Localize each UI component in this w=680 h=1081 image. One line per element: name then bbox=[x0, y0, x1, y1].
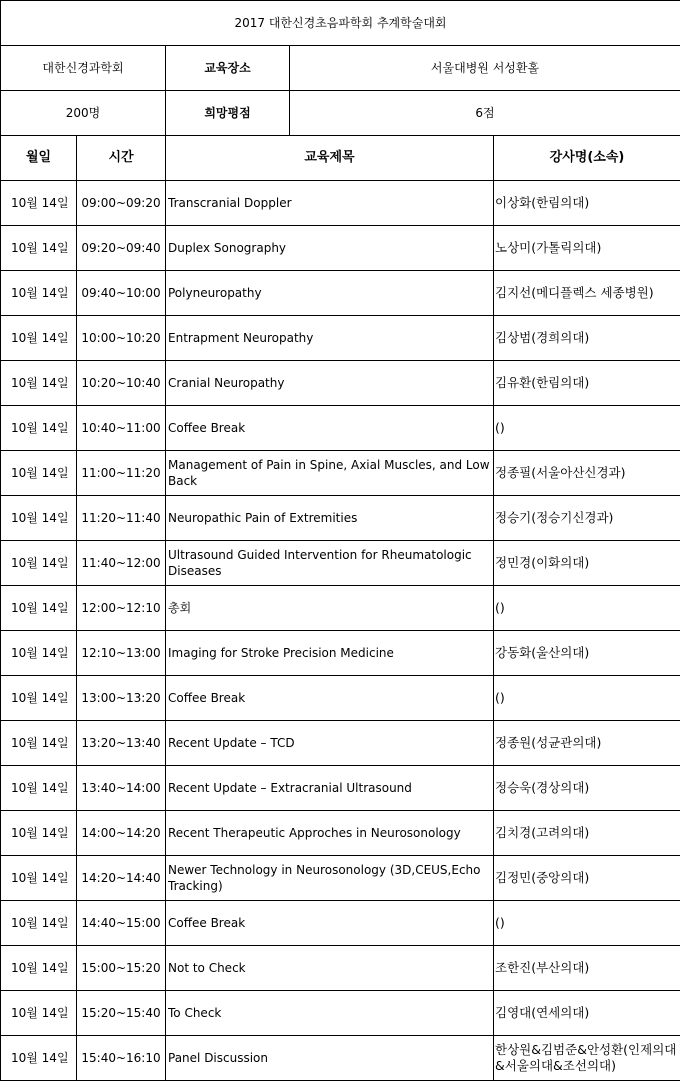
info-row-venue bbox=[1, 46, 680, 91]
credit-label: 희망평점 bbox=[166, 91, 290, 136]
row-speaker: 정승욱(경상의대) bbox=[494, 766, 680, 811]
row-time: 14:20~14:40 bbox=[77, 856, 166, 901]
row-time: 14:40~15:00 bbox=[77, 901, 166, 946]
row-speaker: 김지선(메디플렉스 세종병원) bbox=[494, 271, 680, 316]
row-time: 15:20~15:40 bbox=[77, 991, 166, 1036]
row-time: 10:40~11:00 bbox=[77, 406, 166, 451]
row-date: 10월 14일 bbox=[1, 676, 77, 721]
row-date: 10월 14일 bbox=[1, 316, 77, 361]
row-date: 10월 14일 bbox=[1, 361, 77, 406]
row-time: 14:00~14:20 bbox=[77, 811, 166, 856]
row-date: 10월 14일 bbox=[1, 586, 77, 631]
row-subject: Neuropathic Pain of Extremities bbox=[166, 496, 494, 541]
row-speaker: () bbox=[494, 586, 680, 631]
row-time: 13:00~13:20 bbox=[77, 676, 166, 721]
table-row bbox=[1, 541, 680, 586]
table-row bbox=[1, 586, 680, 631]
table-row bbox=[1, 181, 680, 226]
table-row bbox=[1, 1036, 680, 1081]
row-time: 11:40~12:00 bbox=[77, 541, 166, 586]
title-row bbox=[1, 1, 680, 46]
row-time: 12:00~12:10 bbox=[77, 586, 166, 631]
row-date: 10월 14일 bbox=[1, 811, 77, 856]
row-speaker: 강동화(울산의대) bbox=[494, 631, 680, 676]
row-time: 09:00~09:20 bbox=[77, 181, 166, 226]
row-subject: Recent Update – TCD bbox=[166, 721, 494, 766]
row-speaker: () bbox=[494, 406, 680, 451]
table-row bbox=[1, 631, 680, 676]
header-speaker: 강사명(소속) bbox=[494, 136, 680, 181]
row-subject: Imaging for Stroke Precision Medicine bbox=[166, 631, 494, 676]
row-subject: 총회 bbox=[166, 586, 494, 631]
page-title: 2017 대한신경초음파학회 추계학술대회 bbox=[1, 1, 680, 46]
organizer-value: 대한신경과학회 bbox=[1, 46, 166, 91]
row-subject: Not to Check bbox=[166, 946, 494, 991]
row-speaker: 김정민(중앙의대) bbox=[494, 856, 680, 901]
row-date: 10월 14일 bbox=[1, 406, 77, 451]
row-subject: Recent Update – Extracranial Ultrasound bbox=[166, 766, 494, 811]
row-subject: Recent Therapeutic Approches in Neurosonology bbox=[166, 811, 494, 856]
row-date: 10월 14일 bbox=[1, 766, 77, 811]
row-time: 13:40~14:00 bbox=[77, 766, 166, 811]
row-time: 13:20~13:40 bbox=[77, 721, 166, 766]
venue-label: 교육장소 bbox=[166, 46, 290, 91]
row-date: 10월 14일 bbox=[1, 946, 77, 991]
table-row bbox=[1, 766, 680, 811]
row-speaker: () bbox=[494, 676, 680, 721]
row-speaker: 김영대(연세의대) bbox=[494, 991, 680, 1036]
table-row bbox=[1, 856, 680, 901]
header-subject: 교육제목 bbox=[166, 136, 494, 181]
row-speaker: () bbox=[494, 901, 680, 946]
header-row bbox=[1, 136, 680, 181]
row-time: 11:20~11:40 bbox=[77, 496, 166, 541]
venue-value: 서울대병원 서성환홀 bbox=[290, 46, 680, 91]
row-subject: Polyneuropathy bbox=[166, 271, 494, 316]
row-subject: Cranial Neuropathy bbox=[166, 361, 494, 406]
table-row bbox=[1, 676, 680, 721]
row-subject: Coffee Break bbox=[166, 676, 494, 721]
row-date: 10월 14일 bbox=[1, 991, 77, 1036]
row-subject: Duplex Sonography bbox=[166, 226, 494, 271]
row-time: 10:00~10:20 bbox=[77, 316, 166, 361]
row-time: 10:20~10:40 bbox=[77, 361, 166, 406]
row-time: 11:00~11:20 bbox=[77, 451, 166, 496]
row-date: 10월 14일 bbox=[1, 631, 77, 676]
header-time: 시간 bbox=[77, 136, 166, 181]
row-time: 12:10~13:00 bbox=[77, 631, 166, 676]
row-subject: Coffee Break bbox=[166, 406, 494, 451]
row-time: 09:20~09:40 bbox=[77, 226, 166, 271]
row-subject: Newer Technology in Neurosonology (3D,CEUS,Echo Tracking) bbox=[166, 856, 494, 901]
row-speaker: 김유환(한림의대) bbox=[494, 361, 680, 406]
row-subject: Transcranial Doppler bbox=[166, 181, 494, 226]
row-speaker: 조한진(부산의대) bbox=[494, 946, 680, 991]
row-speaker: 정민경(이화의대) bbox=[494, 541, 680, 586]
row-speaker: 정승기(정승기신경과) bbox=[494, 496, 680, 541]
row-speaker: 김치경(고려의대) bbox=[494, 811, 680, 856]
row-subject: To Check bbox=[166, 991, 494, 1036]
table-row bbox=[1, 271, 680, 316]
row-date: 10월 14일 bbox=[1, 496, 77, 541]
table-row bbox=[1, 496, 680, 541]
row-date: 10월 14일 bbox=[1, 271, 77, 316]
row-date: 10월 14일 bbox=[1, 901, 77, 946]
row-speaker: 김상범(경희의대) bbox=[494, 316, 680, 361]
info-row-credits bbox=[1, 91, 680, 136]
row-date: 10월 14일 bbox=[1, 856, 77, 901]
row-date: 10월 14일 bbox=[1, 721, 77, 766]
row-speaker: 정종원(성균관의대) bbox=[494, 721, 680, 766]
table-row bbox=[1, 991, 680, 1036]
row-subject: Coffee Break bbox=[166, 901, 494, 946]
row-subject: Management of Pain in Spine, Axial Muscles, and Low Back bbox=[166, 451, 494, 496]
table-row bbox=[1, 406, 680, 451]
credit-value: 6점 bbox=[290, 91, 680, 136]
row-date: 10월 14일 bbox=[1, 1036, 77, 1081]
row-subject: Entrapment Neuropathy bbox=[166, 316, 494, 361]
row-speaker: 이상화(한림의대) bbox=[494, 181, 680, 226]
table-row bbox=[1, 721, 680, 766]
row-time: 15:40~16:10 bbox=[77, 1036, 166, 1081]
table-row bbox=[1, 316, 680, 361]
table-row bbox=[1, 451, 680, 496]
table-row bbox=[1, 946, 680, 991]
row-time: 15:00~15:20 bbox=[77, 946, 166, 991]
row-subject: Panel Discussion bbox=[166, 1036, 494, 1081]
row-date: 10월 14일 bbox=[1, 226, 77, 271]
table-row bbox=[1, 226, 680, 271]
table-row bbox=[1, 811, 680, 856]
row-speaker: 정종필(서울아산신경과) bbox=[494, 451, 680, 496]
row-speaker: 노상미(가톨릭의대) bbox=[494, 226, 680, 271]
attendees-value: 200명 bbox=[1, 91, 166, 136]
row-date: 10월 14일 bbox=[1, 451, 77, 496]
header-date: 월일 bbox=[1, 136, 77, 181]
table-row bbox=[1, 361, 680, 406]
row-date: 10월 14일 bbox=[1, 181, 77, 226]
row-speaker: 한상원&김범준&안성환(인제의대&서울의대&조선의대) bbox=[494, 1036, 680, 1081]
table-row bbox=[1, 901, 680, 946]
row-subject: Ultrasound Guided Intervention for Rheumatologic Diseases bbox=[166, 541, 494, 586]
row-time: 09:40~10:00 bbox=[77, 271, 166, 316]
row-date: 10월 14일 bbox=[1, 541, 77, 586]
